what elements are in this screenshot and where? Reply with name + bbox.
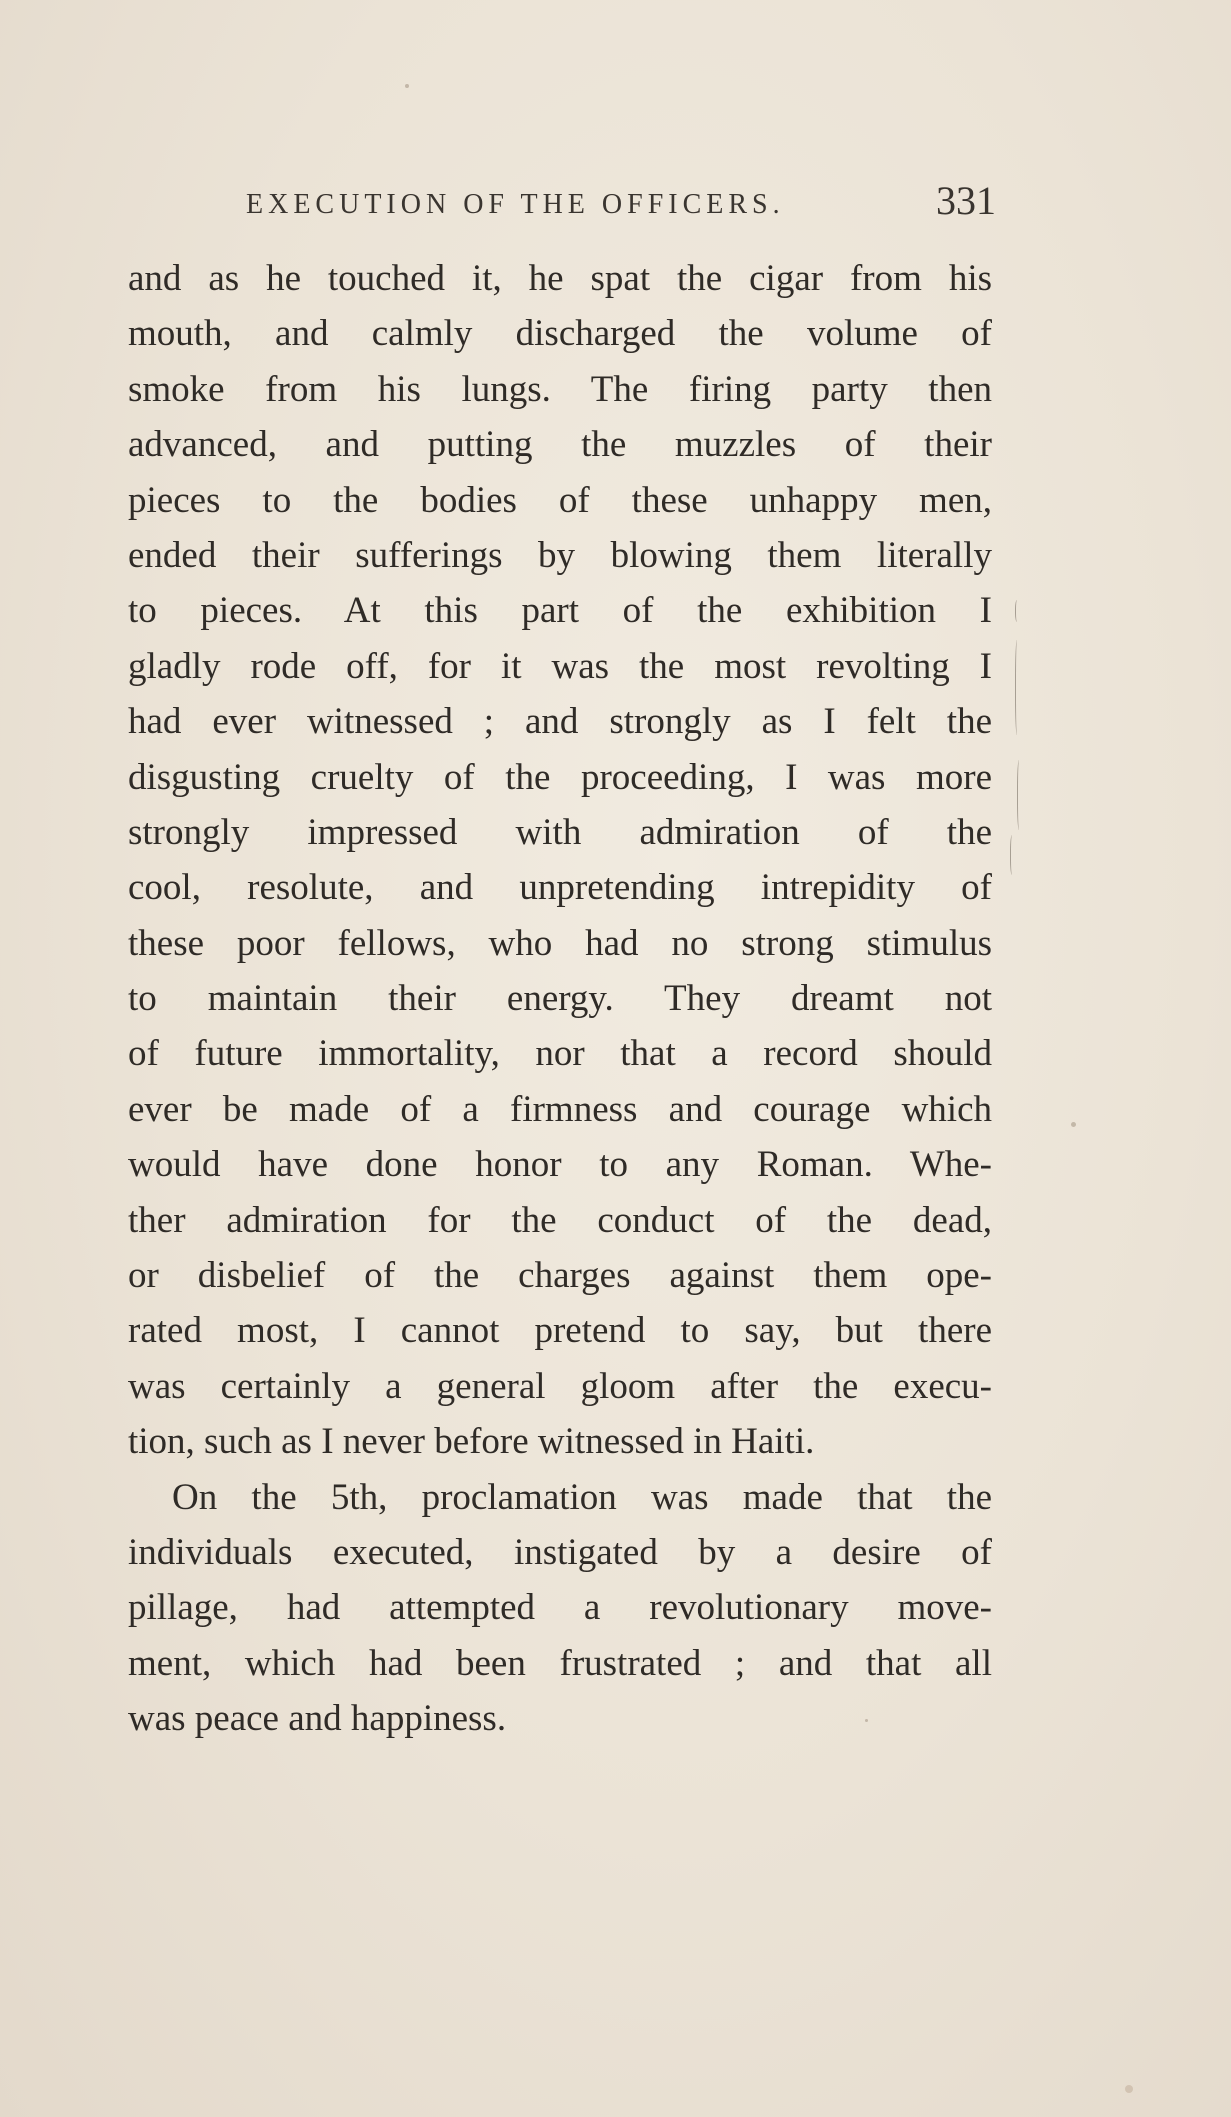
margin-mark [1010, 835, 1015, 875]
paper-speck [1071, 1122, 1076, 1127]
paper-speck [405, 84, 409, 88]
running-header [128, 177, 996, 227]
text-line: to maintain their energy. They dreamt not [128, 978, 992, 1020]
text-line: or disbelief of the charges against them ope- [128, 1255, 992, 1297]
text-line: cool, resolute, and unpretending intrepidity of [128, 867, 992, 909]
text-line: ment, which had been frustrated ; and that all [128, 1642, 992, 1684]
text-line: individuals executed, instigated by a desire of [128, 1531, 992, 1573]
text-line: to pieces. At this part of the exhibition I [128, 590, 992, 632]
body-text [128, 251, 992, 1747]
text-line: rated most, I cannot pretend to say, but there [128, 1310, 992, 1352]
margin-mark [1015, 600, 1020, 622]
margin-mark [1017, 760, 1022, 830]
text-line: gladly rode off, for it was the most revolting I [128, 645, 992, 687]
text-line: ended their sufferings by blowing them literally [128, 534, 992, 576]
page-number: 331 [936, 178, 996, 223]
text-line: ever be made of a firmness and courage which [128, 1088, 992, 1130]
text-line: was certainly a general gloom after the execu- [128, 1365, 992, 1407]
paragraph-first-line: On the 5th, proclamation was made that the [172, 1476, 992, 1518]
text-line: these poor fellows, who had no strong stimulus [128, 922, 992, 964]
text-line: tion, such as I never before witnessed in Haiti. [128, 1421, 815, 1463]
text-line: had ever witnessed ; and strongly as I felt the [128, 701, 992, 743]
text-line: pillage, had attempted a revolutionary move- [128, 1587, 992, 1629]
paper-speck [865, 1719, 868, 1722]
margin-mark [1015, 640, 1020, 735]
text-line: smoke from his lungs. The firing party then [128, 368, 992, 410]
text-line: advanced, and putting the muzzles of their [128, 424, 992, 466]
running-title: EXECUTION OF THE OFFICERS. [246, 189, 785, 220]
text-line: of future immortality, nor that a record should [128, 1033, 992, 1075]
text-line: would have done honor to any Roman. Whe- [128, 1144, 992, 1186]
paper-speck [1125, 2085, 1133, 2093]
text-line: pieces to the bodies of these unhappy men, [128, 479, 992, 521]
text-line: strongly impressed with admiration of the [128, 811, 992, 853]
text-line: mouth, and calmly discharged the volume of [128, 313, 992, 355]
text-line: was peace and happiness. [128, 1698, 507, 1740]
text-line: ther admiration for the conduct of the dead, [128, 1199, 992, 1241]
text-line: disgusting cruelty of the proceeding, I was more [128, 756, 992, 798]
text-line: and as he touched it, he spat the cigar from his [128, 258, 992, 299]
